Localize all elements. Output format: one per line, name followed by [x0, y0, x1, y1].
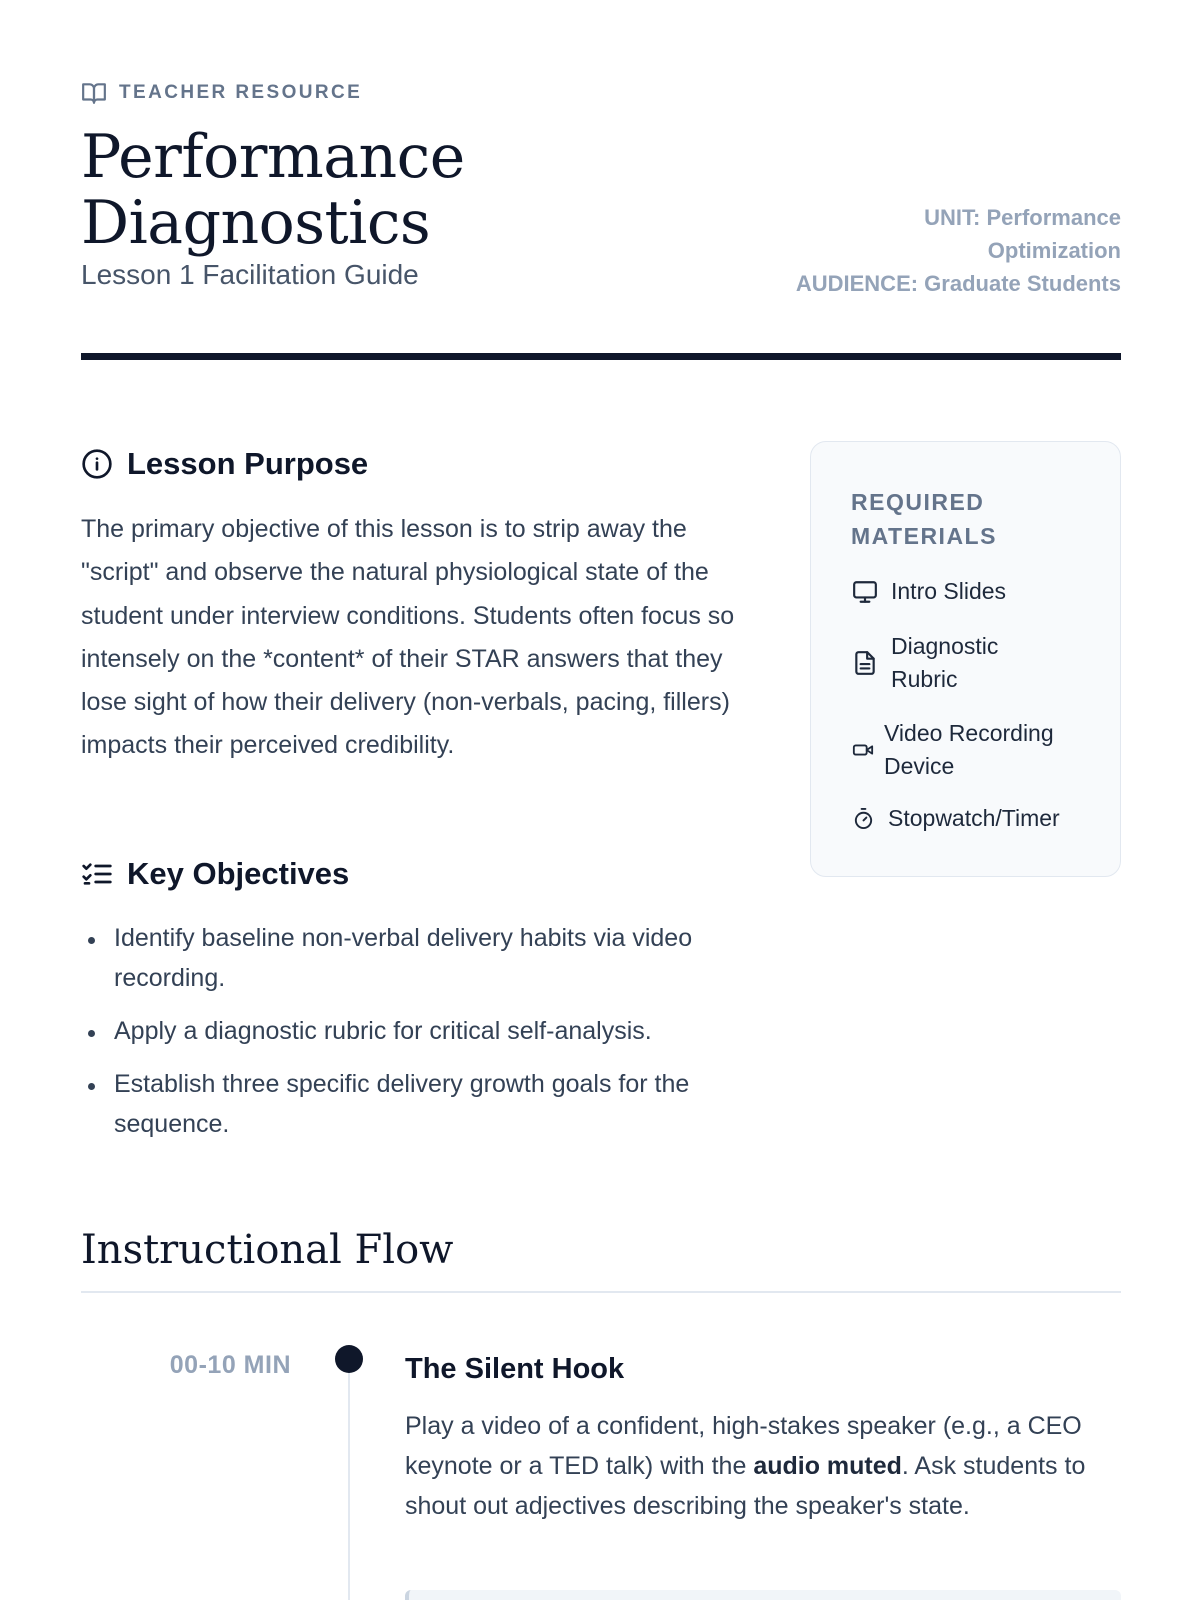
material-item-diagnostic-rubric: [852, 630, 1032, 696]
lesson-guide-page: [81, 0, 1121, 1600]
document-icon: [852, 650, 878, 676]
key-objectives-title: Key Objectives: [127, 856, 350, 891]
key-objectives-heading: [81, 856, 349, 892]
step-description: [405, 1406, 1121, 1526]
material-item-stopwatch-timer: [852, 802, 1060, 835]
timeline-line: [348, 1366, 350, 1600]
meta-unit-line-2: Optimization: [987, 238, 1121, 263]
info-icon: [81, 448, 113, 480]
objectives-list: [81, 918, 761, 1157]
lesson-purpose-text: The primary objective of this lesson is to strip away the "script" and observe the natural physiological state of the student under interview conditions. Students often focus so intensely on the *content* of their STAR answers that they lose sight of how their delivery (non-verbals, pacing, fillers) impacts their perceived credibility.: [81, 515, 735, 760]
step-time: 00-10 MIN: [169, 1351, 291, 1379]
instructional-flow-heading: Instructional Flow: [81, 1227, 454, 1273]
list-item: Apply a diagnostic rubric for critical self-analysis.: [81, 1011, 761, 1051]
material-label: Intro Slides: [891, 578, 1007, 604]
title-line-1: Performance: [81, 122, 465, 192]
material-label: Diagnostic Rubric: [891, 633, 999, 692]
video-camera-icon: [852, 739, 874, 761]
book-open-icon: [81, 80, 107, 106]
list-item: Identify baseline non-verbal delivery habits via video recording.: [81, 918, 761, 998]
material-item-video-recording-device: [852, 717, 1092, 783]
page-subtitle: Lesson 1 Facilitation Guide: [81, 259, 419, 290]
lesson-meta: [741, 201, 1121, 300]
step-desc-part-2: . Ask students to shout out adjectives describing the speaker's state.: [405, 1452, 1086, 1520]
title-line-2: Diagnostics: [81, 188, 431, 258]
materials-title: REQUIRED MATERIALS: [851, 489, 997, 549]
step-desc-emphasis: audio muted: [753, 1452, 902, 1480]
step-note-box: [405, 1590, 1121, 1600]
material-label: Video Recording Device: [884, 720, 1054, 779]
timeline-dot: [335, 1345, 363, 1373]
meta-unit-line-1: UNIT: Performance: [924, 205, 1121, 230]
meta-audience: AUDIENCE: Graduate Students: [795, 271, 1121, 296]
checklist-icon: [81, 858, 113, 890]
monitor-icon: [852, 579, 878, 605]
step-desc-part-1: Play a video of a confident, high-stakes speaker (e.g., a CEO keynote or a TED talk) with the: [405, 1412, 1082, 1480]
eyebrow-label: TEACHER RESOURCE: [119, 82, 363, 103]
flow-divider: [81, 1291, 1121, 1293]
header-divider: [81, 353, 1121, 360]
page-title: [81, 124, 465, 256]
lesson-purpose-heading: [81, 446, 368, 482]
lesson-purpose-title: Lesson Purpose: [127, 446, 369, 481]
material-label: Stopwatch/Timer: [888, 805, 1060, 831]
step-title: The Silent Hook: [405, 1353, 625, 1385]
material-item-intro-slides: [852, 575, 1006, 608]
stopwatch-icon: [852, 807, 875, 830]
eyebrow: [81, 80, 362, 106]
list-item: Establish three specific delivery growth goals for the sequence.: [81, 1064, 761, 1144]
